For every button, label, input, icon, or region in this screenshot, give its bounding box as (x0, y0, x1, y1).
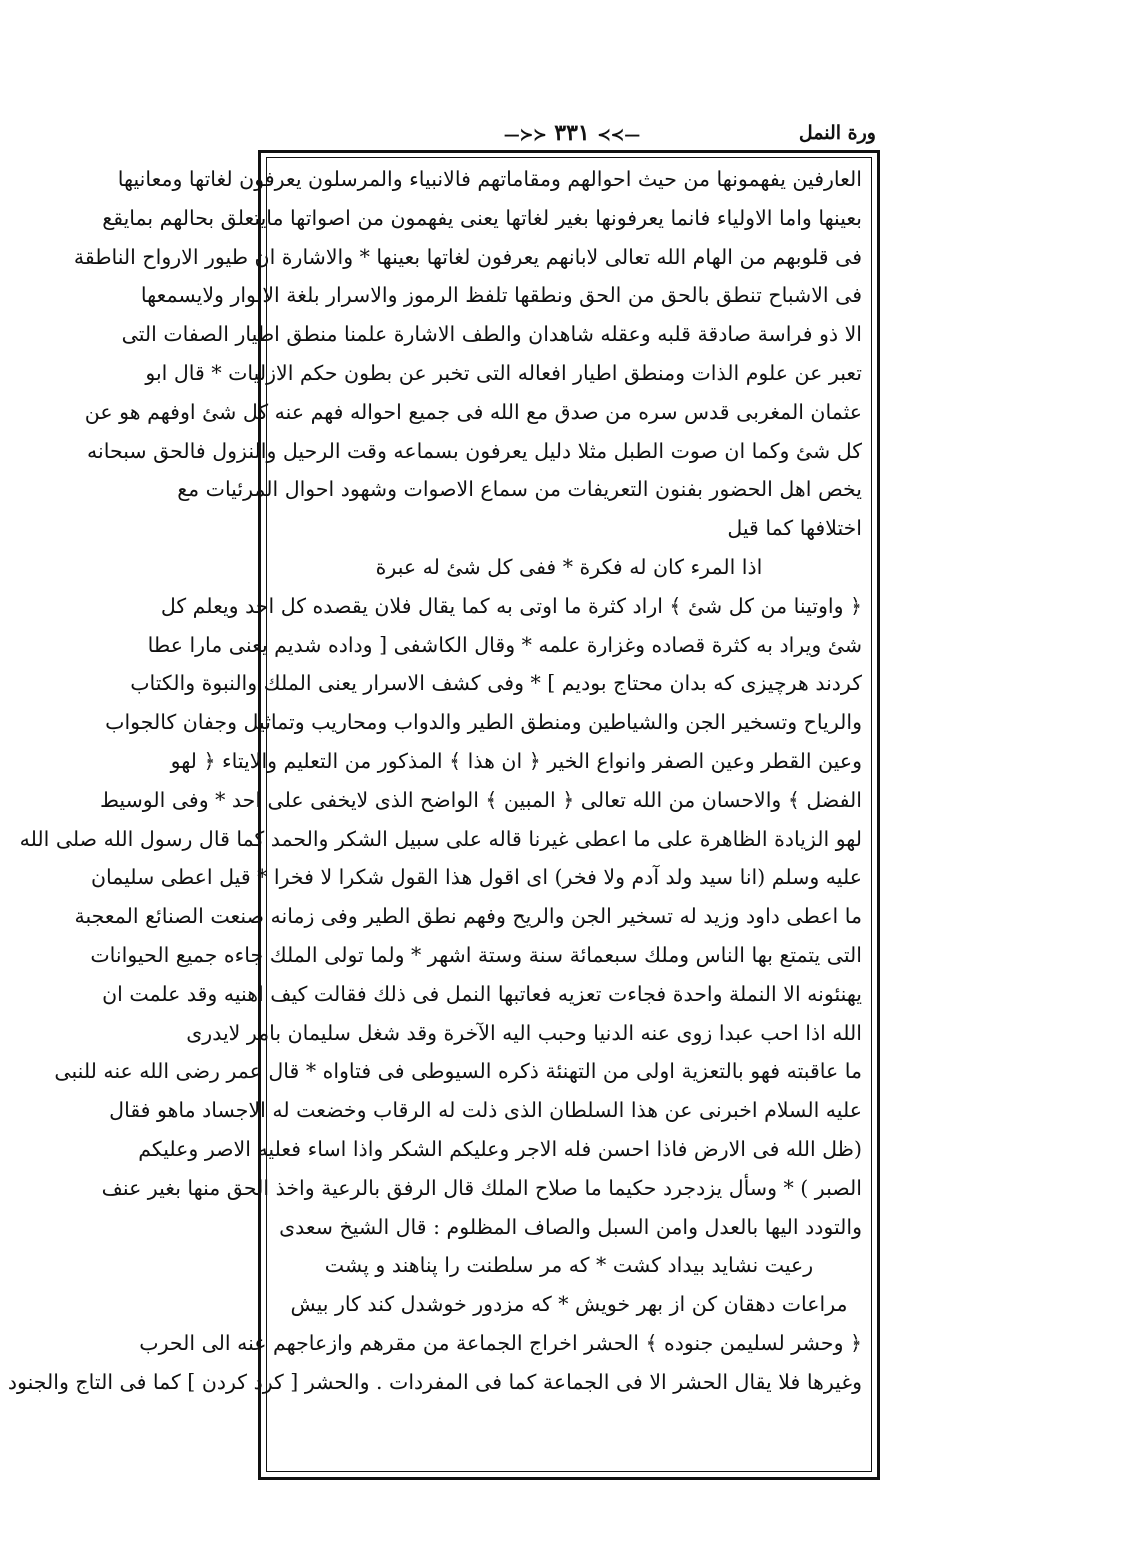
text-line: لهو الزيادة الظاهرة على ما اعطى غيرنا قاله على سبيل الشكر والحمد كما قال رسول الله صلى الله (19, 826, 862, 851)
text-line: عليه وسلم (انا سيد ولد آدم ولا فخر) اى اقول هذا القول شكرا لا فخرا * قيل اعطى سليمان (90, 865, 862, 890)
text-line: وغيرها فلا يقال الحشر الا فى الجماعة كما فى المفردات . والحشر [ كرد كردن ] كما فى التاج والجنود (7, 1369, 862, 1394)
text-line: بعينها واما الاولياء فانما يعرفونها بغير لغاتها يعنى يفهمون من اصواتها مايتعلق بحالهم بمايقع (102, 205, 862, 230)
text-line: فى الاشباح تنطق بالحق من الحق ونطقها تلفظ الرموز والاسرار بلغة الانوار ولايسمعها (140, 283, 862, 308)
ornament-right-icon: ≺≺— (503, 125, 547, 144)
text-line: يخص اهل الحضور بفنون التعريفات من سماع الاصوات وشهود احوال المرئيات مع (177, 477, 862, 502)
verse-line: رعيت نشايد بيداد كشت * كه مر سلطنت را پناهند و پشت (324, 1253, 814, 1278)
text-line: ﴿ وحشر لسليمن جنوده ﴾ الحشر اخراج الجماعة من مقرهم وازعاجهم عنه الى الحرب (139, 1330, 862, 1355)
text-line: ما اعطى داود وزيد له تسخير الجن والريح وفهم نطق الطير وفى زمانه صنعت الصنائع المعجبة (74, 904, 862, 929)
text-line: ما عاقبته فهو بالتعزية اولى من التهنئة ذكره السيوطى فى فتاواه * قال عمر رضى الله عنه للنبى (54, 1059, 862, 1084)
text-line: العارفين يفهمونها من حيث احوالهم ومقاماتهم فالانبياء والمرسلون يعرفون لغاتها ومعانيها (117, 167, 862, 191)
ornament-left-icon: —≻≻ (597, 125, 641, 144)
text-line: ﴿ واوتينا من كل شئ ﴾ اراد كثرة ما اوتى به كما يقال فلان يقصده كل احد ويعلم كل (160, 593, 862, 618)
text-line: التى يتمتع بها الناس وملك سبعمائة سنة وستة اشهر * ولما تولى الملك جاءه جميع الحيوانات (90, 942, 862, 967)
text-line: والتودد اليها بالعدل وامن السبل والصاف المظلوم : قال الشيخ سعدى (279, 1214, 862, 1239)
text-line: يهنئونه الا النملة واحدة فجاءت تعزيه فعاتبها النمل فى ذلك فقالت كيف اهنيه وقد علمت ان (102, 981, 862, 1006)
text-line: كردند هرچيزى كه بدان محتاج بوديم ] * وفى كشف الاسرار يعنى الملك والنبوة والكتاب (130, 671, 862, 696)
body-text (7, 160, 862, 1402)
text-line: عليه السلام اخبرنى عن هذا السلطان الذى ذلت له الرقاب وخضعت له الاجساد ماهو فقال (109, 1098, 862, 1123)
verse-line: مراعات دهقان كن از بهر خويش * كه مزدور خوشدل كند كار بيش (290, 1292, 848, 1317)
page-number: ٣٣١ (554, 120, 590, 146)
text-line: اختلافها كما قيل (727, 516, 862, 541)
text-line: تعبر عن علوم الذات ومنطق اطيار افعاله التى تخبر عن بطون حكم الازليات * قال ابو (145, 360, 862, 385)
page-number-block (268, 120, 876, 146)
verse-line: اذا المرء كان له فكرة * ففى كل شئ له عبرة (375, 554, 763, 579)
text-line: والرياح وتسخير الجن والشياطين ومنطق الطير والدواب ومحاريب وتماثيل وجفان كالجواب (105, 710, 862, 735)
text-line: (ظل الله فى الارض فاذا احسن فله الاجر وعليكم الشكر واذا اساء فعليه الاصر وعليكم (138, 1136, 862, 1161)
text-line: عثمان المغربى قدس سره من صدق مع الله فى جميع احواله فهم عنه كل شئ اوفهم هو عن (84, 399, 862, 424)
text-line: فى قلوبهم من الهام الله تعالى لابانهم يعرفون لغاتها بعينها * والاشارة ان طيور الارواح الناطقة (73, 244, 862, 269)
page-header (268, 120, 876, 152)
text-line: الصبر ) * وسأل يزدجرد حكيما ما صلاح الملك قال الرفق بالرعية واخذ الحق منها بغير عنف (101, 1175, 862, 1200)
text-line: الله اذا احب عبدا زوى عنه الدنيا وحبب اليه الآخرة وقد شغل سليمان بامر لايدرى (186, 1020, 862, 1045)
text-line: وعين القطر وعين الصفر وانواع الخير ﴿ ان هذا ﴾ المذكور من التعليم والايتاء ﴿ لهو (170, 748, 862, 773)
text-line: شئ ويراد به كثرة قصاده وغزارة علمه * وقال الكاشفى [ وداده شديم يعنى مارا عطا (147, 632, 862, 657)
sura-name: ورة النمل (798, 122, 876, 144)
text-line: كل شئ وكما ان صوت الطبل مثلا دليل يعرفون بسماعه وقت الرحيل والنزول فالحق سبحانه (87, 438, 862, 463)
text-line: الا ذو فراسة صادقة قلبه وعقله شاهدان والطف الاشارة علمنا منطق اطيار الصفات التى (121, 322, 862, 347)
text-line: الفضل ﴾ والاحسان من الله تعالى ﴿ المبين ﴾ الواضح الذى لايخفى على احد * وفى الوسيط (99, 787, 862, 812)
